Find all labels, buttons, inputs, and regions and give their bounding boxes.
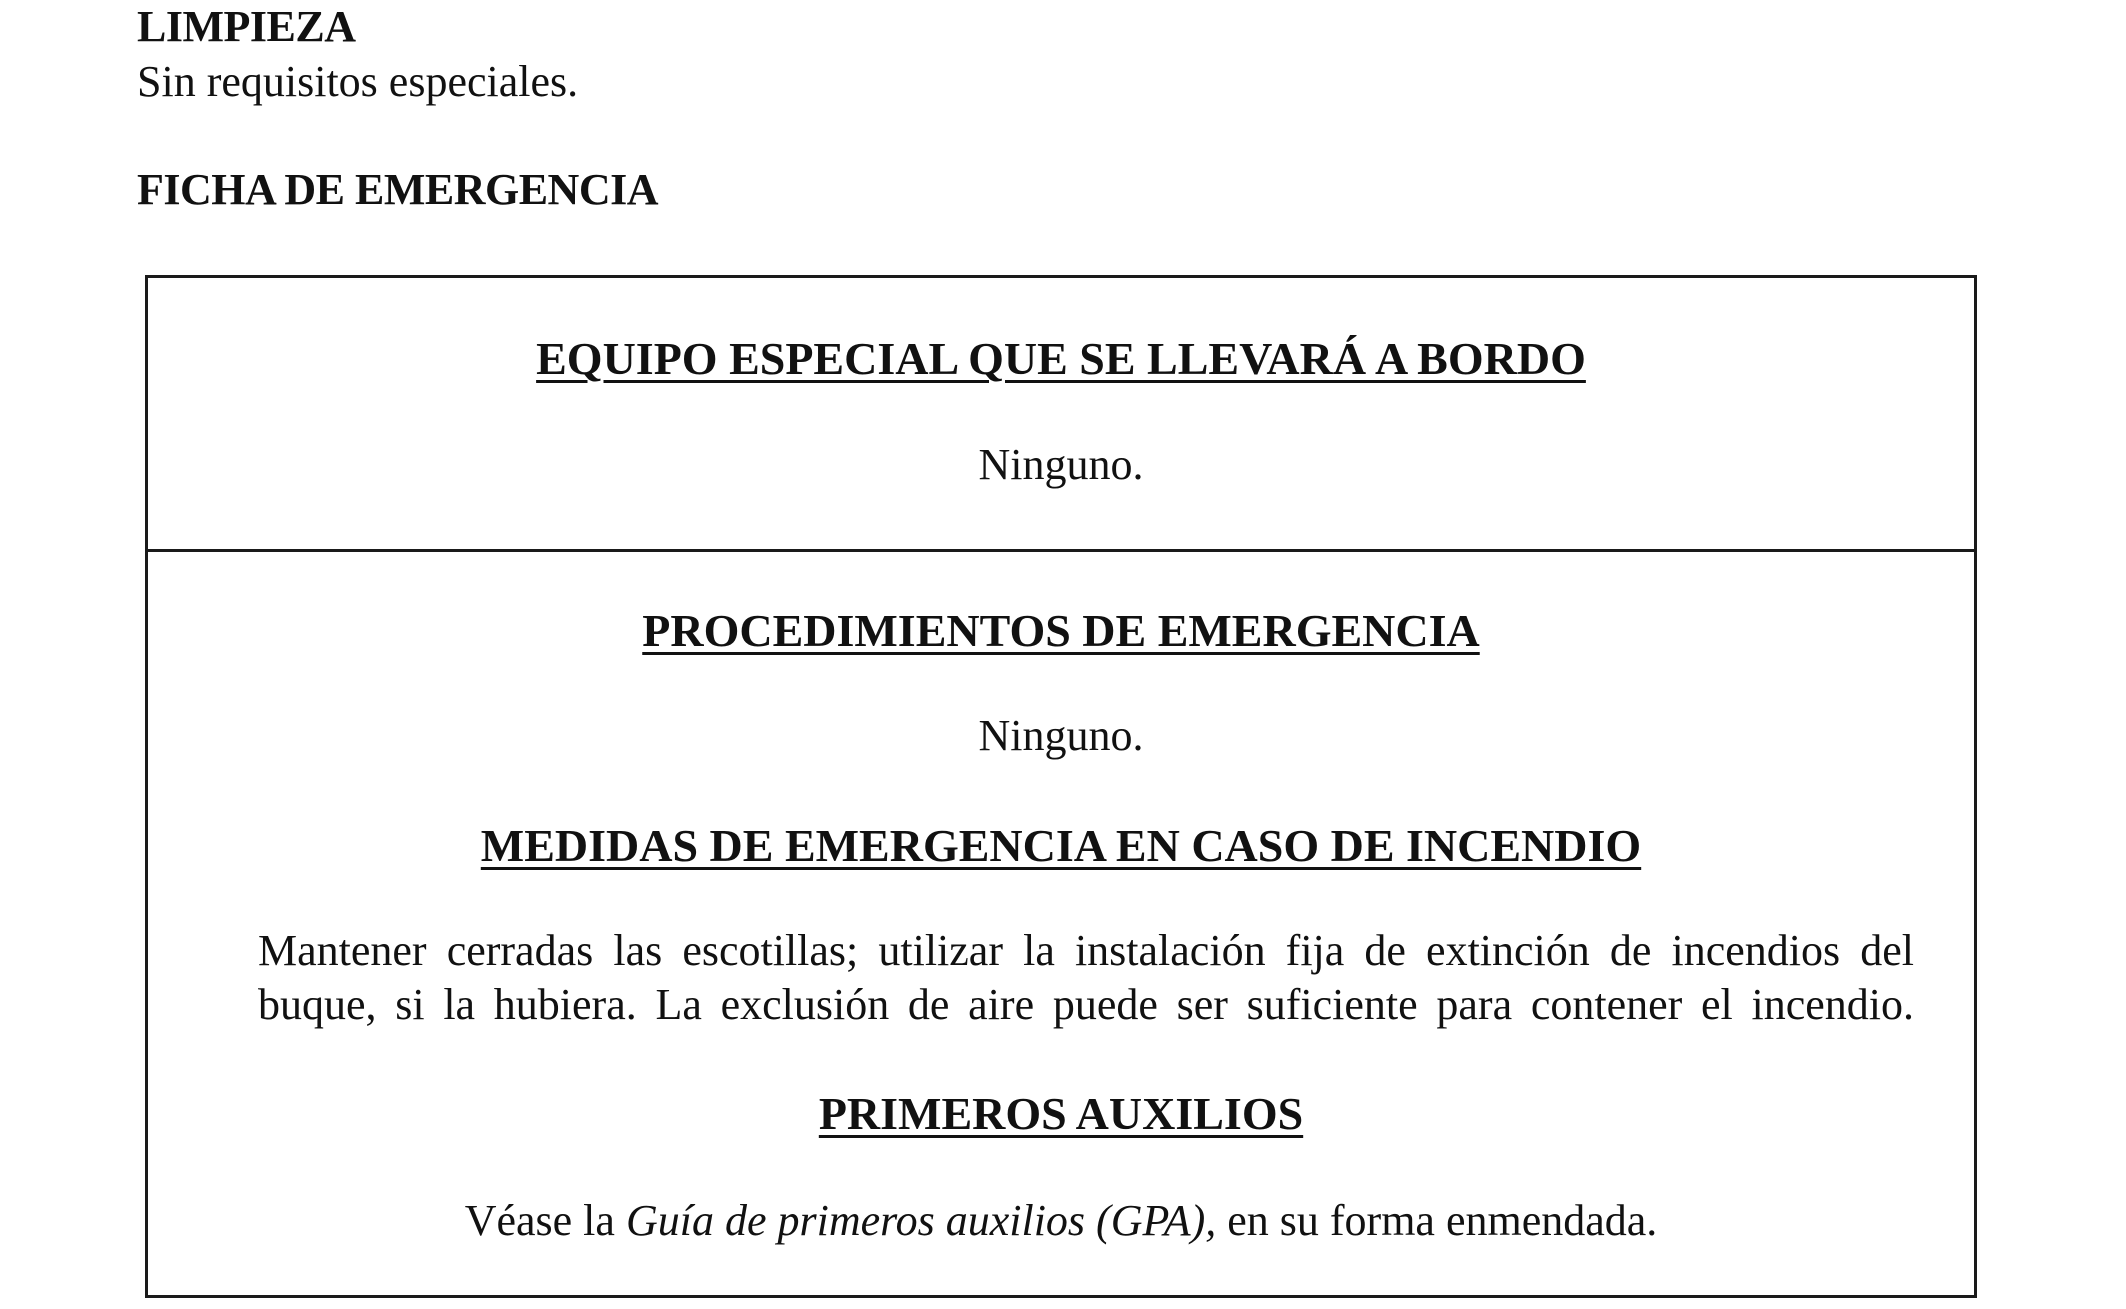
emergency-procedures-title: PROCEDIMIENTOS DE EMERGENCIA — [642, 605, 1480, 656]
fire-measures-title: MEDIDAS DE EMERGENCIA EN CASO DE INCENDIO — [480, 820, 1642, 871]
fire-measures-paragraph — [258, 924, 1914, 1032]
special-equipment-title: EQUIPO ESPECIAL QUE SE LLEVARÁ A BORDO — [536, 333, 1586, 384]
cleaning-text: Sin requisitos especiales. — [137, 57, 579, 106]
emergency-sheet-heading: FICHA DE EMERGENCIA — [137, 165, 658, 214]
cleaning-heading: LIMPIEZA — [137, 2, 356, 51]
first-aid-text — [148, 1194, 1974, 1248]
fire-measures-line-1: Mantener cerradas las escotillas; utilizar la instalación fija de extinción de incendios del — [258, 926, 1914, 975]
first-aid-guide-title: Guía de primeros auxilios (GPA), — [625, 1196, 1217, 1245]
emergency-sheet-box — [145, 275, 1977, 1298]
first-aid-title: PRIMEROS AUXILIOS — [818, 1088, 1304, 1139]
section-divider — [148, 549, 1974, 552]
emergency-procedures-text: Ninguno. — [978, 711, 1144, 760]
first-aid-text-before: Véase la — [464, 1196, 615, 1245]
fire-measures-line-2: buque, si la hubiera. La exclusión de aire puede ser suficiente para contener el incendio. — [258, 980, 1914, 1029]
special-equipment-text: Ninguno. — [978, 440, 1144, 489]
first-aid-text-after: en su forma enmendada. — [1227, 1196, 1658, 1245]
